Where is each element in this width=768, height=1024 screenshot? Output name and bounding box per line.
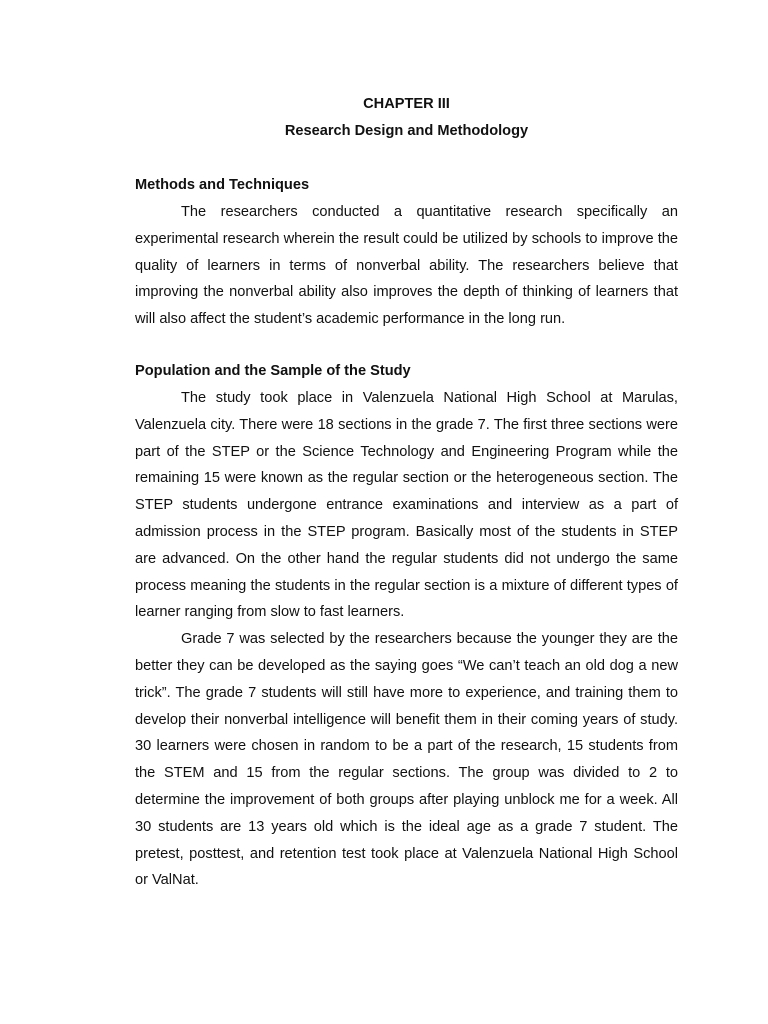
- paragraph-population-2: Grade 7 was selected by the researchers because the younger they are the better they can be developed as the saying goes “We can’t teach an old dog a new trick”. The grade 7 students will still have more to experience, and training them to develop their nonverbal intelligence will benefit them in their coming years of study. 30 learners were chosen in random to be a part of the research, 15 students from the STEM and 15 from the regular sections. The group was divided to 2 to determine the improvement of both groups after playing unblock me for a week. All 30 students are 13 years old which is the ideal age as a grade 7 student. The pretest, posttest, and retention test took place at Valenzuela National High School or ValNat.: [135, 631, 678, 889]
- chapter-title: Research Design and Methodology: [284, 123, 529, 139]
- section-heading-population: Population and the Sample of the Study: [135, 362, 411, 379]
- section-heading-methods: Methods and Techniques: [135, 177, 310, 193]
- chapter-label: CHAPTER III: [363, 96, 450, 112]
- document-page: [135, 91, 678, 894]
- paragraph-population-1: The study took place in Valenzuela National High School at Marulas, Valenzuela city. There were 18 sections in the grade 7. The first three sections were part of the STEP or the Science Technology and Engineering Program while the remaining 15 were known as the regular section or the heterogeneous section. The STEP students undergone entrance examinations and interview as a part of admission process in the STEP program. Basically most of the students in STEP are advanced. On the other hand the regular students did not undergo the same process meaning the students in the regular section is a mixture of different types of learner ranging from slow to fast learners.: [135, 389, 678, 621]
- spacer: [135, 145, 678, 172]
- spacer: [135, 333, 678, 358]
- paragraph-methods: The researchers conducted a quantitative research specifically an experimental research wherein the result could be utilized by schools to improve the quality of learners in terms of nonverbal ability. The researchers believe that improving the nonverbal ability also improves the depth of thinking of learners that will also affect the student’s academic performance in the long run.: [135, 204, 678, 328]
